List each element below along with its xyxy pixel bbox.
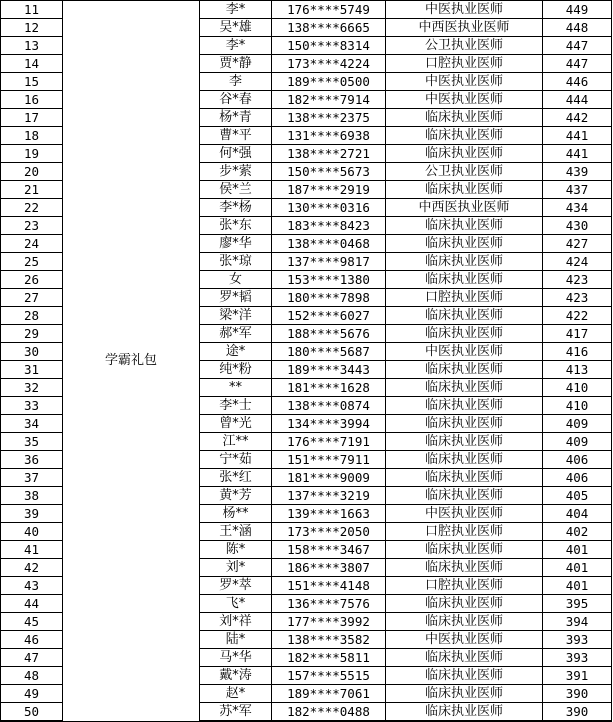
category-cell[interactable]: 中医执业医师: [386, 73, 543, 91]
category-cell[interactable]: 临床执业医师: [386, 109, 543, 127]
phone-cell[interactable]: 186****3807: [272, 559, 386, 577]
category-cell[interactable]: 临床执业医师: [386, 559, 543, 577]
category-cell[interactable]: 中医执业医师: [386, 631, 543, 649]
category-cell[interactable]: 口腔执业医师: [386, 55, 543, 73]
score-cell[interactable]: 444: [543, 91, 612, 109]
rank-cell[interactable]: 40: [1, 523, 63, 541]
category-cell[interactable]: 临床执业医师: [386, 667, 543, 685]
category-cell[interactable]: 口腔执业医师: [386, 523, 543, 541]
score-cell[interactable]: 406: [543, 451, 612, 469]
name-cell[interactable]: 江**: [200, 433, 272, 451]
name-cell[interactable]: 张*红: [200, 469, 272, 487]
name-cell[interactable]: 陆*: [200, 631, 272, 649]
phone-cell[interactable]: 158****3467: [272, 541, 386, 559]
score-cell[interactable]: 416: [543, 343, 612, 361]
category-cell[interactable]: 临床执业医师: [386, 415, 543, 433]
category-cell[interactable]: 公卫执业医师: [386, 163, 543, 181]
phone-cell[interactable]: 176****5749: [272, 1, 386, 19]
name-cell[interactable]: 梁*洋: [200, 307, 272, 325]
rank-cell[interactable]: 24: [1, 235, 63, 253]
phone-cell[interactable]: 138****6665: [272, 19, 386, 37]
category-cell[interactable]: 临床执业医师: [386, 379, 543, 397]
phone-cell[interactable]: 189****7061: [272, 685, 386, 703]
category-cell[interactable]: 中医执业医师: [386, 91, 543, 109]
rank-cell[interactable]: 16: [1, 91, 63, 109]
score-cell[interactable]: 391: [543, 667, 612, 685]
rank-cell[interactable]: 45: [1, 613, 63, 631]
rank-cell[interactable]: 18: [1, 127, 63, 145]
score-cell[interactable]: 449: [543, 1, 612, 19]
score-cell[interactable]: 409: [543, 433, 612, 451]
rank-cell[interactable]: 38: [1, 487, 63, 505]
phone-cell[interactable]: 189****0500: [272, 73, 386, 91]
score-cell[interactable]: 393: [543, 631, 612, 649]
table-row: [1, 1, 612, 19]
category-cell[interactable]: 口腔执业医师: [386, 577, 543, 595]
name-cell[interactable]: 赵*: [200, 685, 272, 703]
phone-cell[interactable]: 173****4224: [272, 55, 386, 73]
name-cell[interactable]: 王*涵: [200, 523, 272, 541]
category-cell[interactable]: 中西医执业医师: [386, 199, 543, 217]
rank-cell[interactable]: 47: [1, 649, 63, 667]
category-cell[interactable]: 临床执业医师: [386, 397, 543, 415]
name-cell[interactable]: 李: [200, 73, 272, 91]
score-cell[interactable]: 401: [543, 541, 612, 559]
score-cell[interactable]: 447: [543, 37, 612, 55]
score-cell[interactable]: 390: [543, 685, 612, 703]
category-cell[interactable]: 临床执业医师: [386, 361, 543, 379]
name-cell[interactable]: 谷*春: [200, 91, 272, 109]
rank-cell[interactable]: 50: [1, 703, 63, 722]
score-cell[interactable]: 404: [543, 505, 612, 523]
name-cell[interactable]: 李*: [200, 37, 272, 55]
rank-cell[interactable]: 13: [1, 37, 63, 55]
category-cell[interactable]: 中医执业医师: [386, 1, 543, 19]
rank-cell[interactable]: 25: [1, 253, 63, 271]
rank-cell[interactable]: 36: [1, 451, 63, 469]
phone-cell[interactable]: 138****2375: [272, 109, 386, 127]
score-cell[interactable]: 395: [543, 595, 612, 613]
name-cell[interactable]: 宁*茹: [200, 451, 272, 469]
name-cell[interactable]: 女: [200, 271, 272, 289]
rank-cell[interactable]: 23: [1, 217, 63, 235]
score-cell[interactable]: 447: [543, 55, 612, 73]
name-cell[interactable]: 杨**: [200, 505, 272, 523]
rank-cell[interactable]: 44: [1, 595, 63, 613]
rank-cell[interactable]: 46: [1, 631, 63, 649]
rank-cell[interactable]: 32: [1, 379, 63, 397]
category-cell[interactable]: 中医执业医师: [386, 505, 543, 523]
phone-cell[interactable]: 138****3582: [272, 631, 386, 649]
name-cell[interactable]: 纯*粉: [200, 361, 272, 379]
phone-cell[interactable]: 138****2721: [272, 145, 386, 163]
category-cell[interactable]: 临床执业医师: [386, 325, 543, 343]
name-cell[interactable]: 侯*兰: [200, 181, 272, 199]
score-cell[interactable]: 424: [543, 253, 612, 271]
category-cell[interactable]: 中医执业医师: [386, 343, 543, 361]
phone-cell[interactable]: 176****7191: [272, 433, 386, 451]
rank-cell[interactable]: 11: [1, 1, 63, 19]
name-cell[interactable]: 苏*军: [200, 703, 272, 722]
phone-cell[interactable]: 153****1380: [272, 271, 386, 289]
category-cell[interactable]: 临床执业医师: [386, 433, 543, 451]
ranking-table-body: [1, 1, 612, 722]
rank-cell[interactable]: 48: [1, 667, 63, 685]
rank-cell[interactable]: 42: [1, 559, 63, 577]
category-cell[interactable]: 临床执业医师: [386, 217, 543, 235]
score-cell[interactable]: 422: [543, 307, 612, 325]
rank-cell[interactable]: 14: [1, 55, 63, 73]
category-cell[interactable]: 临床执业医师: [386, 613, 543, 631]
phone-cell[interactable]: 151****4148: [272, 577, 386, 595]
category-cell[interactable]: 临床执业医师: [386, 487, 543, 505]
rank-cell[interactable]: 49: [1, 685, 63, 703]
score-cell[interactable]: 439: [543, 163, 612, 181]
score-cell[interactable]: 390: [543, 703, 612, 722]
rank-cell[interactable]: 21: [1, 181, 63, 199]
category-cell[interactable]: 临床执业医师: [386, 451, 543, 469]
score-cell[interactable]: 441: [543, 145, 612, 163]
name-cell[interactable]: 吴*雄: [200, 19, 272, 37]
score-cell[interactable]: 430: [543, 217, 612, 235]
phone-cell[interactable]: 182****7914: [272, 91, 386, 109]
category-cell[interactable]: 口腔执业医师: [386, 289, 543, 307]
phone-cell[interactable]: 138****0468: [272, 235, 386, 253]
category-cell[interactable]: 临床执业医师: [386, 595, 543, 613]
category-cell[interactable]: 临床执业医师: [386, 271, 543, 289]
score-cell[interactable]: 437: [543, 181, 612, 199]
score-cell[interactable]: 446: [543, 73, 612, 91]
category-cell[interactable]: 临床执业医师: [386, 253, 543, 271]
rank-cell[interactable]: 28: [1, 307, 63, 325]
score-cell[interactable]: 405: [543, 487, 612, 505]
name-cell[interactable]: 刘*祥: [200, 613, 272, 631]
rank-cell[interactable]: 33: [1, 397, 63, 415]
score-cell[interactable]: 409: [543, 415, 612, 433]
phone-cell[interactable]: 151****7911: [272, 451, 386, 469]
phone-cell[interactable]: 139****1663: [272, 505, 386, 523]
phone-cell[interactable]: 136****7576: [272, 595, 386, 613]
score-cell[interactable]: 410: [543, 397, 612, 415]
score-cell[interactable]: 448: [543, 19, 612, 37]
score-cell[interactable]: 423: [543, 289, 612, 307]
phone-cell[interactable]: 177****3992: [272, 613, 386, 631]
score-cell[interactable]: 394: [543, 613, 612, 631]
prize-group-cell[interactable]: 学霸礼包: [63, 1, 200, 722]
category-cell[interactable]: 临床执业医师: [386, 307, 543, 325]
name-cell[interactable]: 步*萦: [200, 163, 272, 181]
name-cell[interactable]: 罗*萃: [200, 577, 272, 595]
phone-cell[interactable]: 180****5687: [272, 343, 386, 361]
rank-cell[interactable]: 34: [1, 415, 63, 433]
rank-cell[interactable]: 20: [1, 163, 63, 181]
phone-cell[interactable]: 152****6027: [272, 307, 386, 325]
name-cell[interactable]: 途*: [200, 343, 272, 361]
rank-cell[interactable]: 43: [1, 577, 63, 595]
phone-cell[interactable]: 134****3994: [272, 415, 386, 433]
rank-cell[interactable]: 30: [1, 343, 63, 361]
name-cell[interactable]: 李*杨: [200, 199, 272, 217]
score-cell[interactable]: 410: [543, 379, 612, 397]
rank-cell[interactable]: 26: [1, 271, 63, 289]
name-cell[interactable]: 何*强: [200, 145, 272, 163]
category-cell[interactable]: 临床执业医师: [386, 649, 543, 667]
name-cell[interactable]: 戴*涛: [200, 667, 272, 685]
name-cell[interactable]: 张*琼: [200, 253, 272, 271]
score-cell[interactable]: 406: [543, 469, 612, 487]
rank-cell[interactable]: 31: [1, 361, 63, 379]
category-cell[interactable]: 临床执业医师: [386, 181, 543, 199]
name-cell[interactable]: 李*士: [200, 397, 272, 415]
score-cell[interactable]: 401: [543, 577, 612, 595]
rank-cell[interactable]: 27: [1, 289, 63, 307]
phone-cell[interactable]: 173****2050: [272, 523, 386, 541]
score-cell[interactable]: 427: [543, 235, 612, 253]
phone-cell[interactable]: 183****8423: [272, 217, 386, 235]
rank-cell[interactable]: 41: [1, 541, 63, 559]
name-cell[interactable]: 刘*: [200, 559, 272, 577]
category-cell[interactable]: 临床执业医师: [386, 541, 543, 559]
name-cell[interactable]: 贾*静: [200, 55, 272, 73]
score-cell[interactable]: 393: [543, 649, 612, 667]
phone-cell[interactable]: 130****0316: [272, 199, 386, 217]
category-cell[interactable]: 临床执业医师: [386, 145, 543, 163]
category-cell[interactable]: 中西医执业医师: [386, 19, 543, 37]
name-cell[interactable]: 廖*华: [200, 235, 272, 253]
name-cell[interactable]: 张*东: [200, 217, 272, 235]
name-cell[interactable]: 杨*青: [200, 109, 272, 127]
category-cell[interactable]: 临床执业医师: [386, 685, 543, 703]
phone-cell[interactable]: 150****8314: [272, 37, 386, 55]
name-cell[interactable]: 黄*芳: [200, 487, 272, 505]
score-cell[interactable]: 417: [543, 325, 612, 343]
phone-cell[interactable]: 157****5515: [272, 667, 386, 685]
rank-cell[interactable]: 17: [1, 109, 63, 127]
rank-cell[interactable]: 22: [1, 199, 63, 217]
name-cell[interactable]: 曾*光: [200, 415, 272, 433]
name-cell[interactable]: **: [200, 379, 272, 397]
score-cell[interactable]: 413: [543, 361, 612, 379]
phone-cell[interactable]: 137****3219: [272, 487, 386, 505]
score-cell[interactable]: 401: [543, 559, 612, 577]
category-cell[interactable]: 临床执业医师: [386, 235, 543, 253]
phone-cell[interactable]: 150****5673: [272, 163, 386, 181]
name-cell[interactable]: 曹*平: [200, 127, 272, 145]
rank-cell[interactable]: 15: [1, 73, 63, 91]
score-cell[interactable]: 423: [543, 271, 612, 289]
phone-cell[interactable]: 187****2919: [272, 181, 386, 199]
name-cell[interactable]: 郝*军: [200, 325, 272, 343]
name-cell[interactable]: 陈*: [200, 541, 272, 559]
rank-cell[interactable]: 12: [1, 19, 63, 37]
rank-cell[interactable]: 37: [1, 469, 63, 487]
category-cell[interactable]: 临床执业医师: [386, 127, 543, 145]
rank-cell[interactable]: 39: [1, 505, 63, 523]
phone-cell[interactable]: 182****0488: [272, 703, 386, 722]
phone-cell[interactable]: 137****9817: [272, 253, 386, 271]
phone-cell[interactable]: 181****9009: [272, 469, 386, 487]
name-cell[interactable]: 飞*: [200, 595, 272, 613]
rank-cell[interactable]: 35: [1, 433, 63, 451]
category-cell[interactable]: 临床执业医师: [386, 469, 543, 487]
phone-cell[interactable]: 182****5811: [272, 649, 386, 667]
score-cell[interactable]: 402: [543, 523, 612, 541]
phone-cell[interactable]: 181****1628: [272, 379, 386, 397]
category-cell[interactable]: 临床执业医师: [386, 703, 543, 722]
rank-cell[interactable]: 19: [1, 145, 63, 163]
score-cell[interactable]: 442: [543, 109, 612, 127]
phone-cell[interactable]: 180****7898: [272, 289, 386, 307]
phone-cell[interactable]: 138****0874: [272, 397, 386, 415]
name-cell[interactable]: 马*华: [200, 649, 272, 667]
name-cell[interactable]: 李*: [200, 1, 272, 19]
name-cell[interactable]: 罗*韬: [200, 289, 272, 307]
phone-cell[interactable]: 189****3443: [272, 361, 386, 379]
score-cell[interactable]: 441: [543, 127, 612, 145]
rank-cell[interactable]: 29: [1, 325, 63, 343]
score-cell[interactable]: 434: [543, 199, 612, 217]
category-cell[interactable]: 公卫执业医师: [386, 37, 543, 55]
phone-cell[interactable]: 188****5676: [272, 325, 386, 343]
phone-cell[interactable]: 131****6938: [272, 127, 386, 145]
